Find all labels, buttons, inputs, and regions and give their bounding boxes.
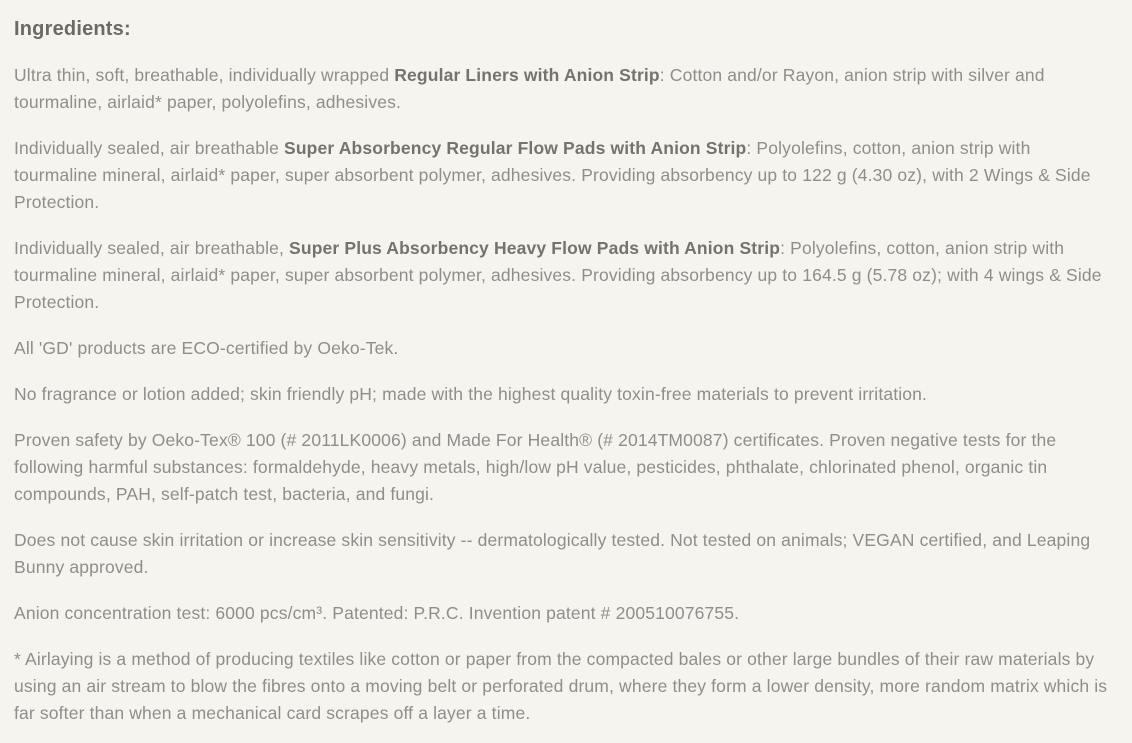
bold-product-name: Super Plus Absorbency Heavy Flow Pads with Anion Strip	[289, 238, 781, 258]
text-run: Individually sealed, air breathable	[14, 138, 285, 158]
bold-product-name: Super Absorbency Regular Flow Pads with Anion Strip	[284, 138, 747, 158]
section-title: Ingredients:	[14, 18, 131, 40]
text-run: Ultra thin, soft, breathable, individually wrapped	[14, 65, 395, 85]
paragraph-airlaying-footnote	[14, 646, 1118, 727]
paragraph-dermatologically-tested	[14, 527, 1118, 581]
paragraph-anion-concentration	[14, 600, 1118, 627]
paragraph-eco-certified	[14, 335, 1118, 362]
bold-product-name: Regular Liners with Anion Strip	[394, 65, 660, 85]
text-run: Proven safety by Oeko-Tex® 100 (# 2011LK0006) and Made For Health® (# 2014TM0087) certificates. Proven negative tests for the following harmful substances: formaldehyde, heavy metals, high/low pH value, pesticides, phthalate, chlorinated phenol, organic tin compounds, PAH, self-patch test, bacteria, and fungi.	[14, 430, 1057, 504]
paragraph-heavy-flow-pads	[14, 235, 1118, 316]
paragraph-proven-safety	[14, 427, 1118, 508]
text-run: All 'GD' products are ECO-certified by Oeko-Tek.	[14, 338, 399, 358]
paragraph-no-fragrance	[14, 381, 1118, 408]
text-run: * Airlaying is a method of producing textiles like cotton or paper from the compacted bales or other large bundles of their raw materials by using an air stream to blow the fibres onto a moving belt or perforated drum, where they form a lower density, more random matrix which is far softer than when a mechanical card scrapes off a layer a time.	[14, 649, 1108, 723]
paragraph-regular-liners	[14, 62, 1118, 116]
text-run: : Polyolefins, cotton, anion strip with tourmaline mineral, airlaid* paper, super absorbent polymer, adhesives. Providing absorbency up to 164.5 g (5.78 oz); with 4 wings & Side Protection.	[14, 238, 1102, 312]
text-run: Anion concentration test: 6000 pcs/cm³. Patented: P.R.C. Invention patent # 200510076755.	[14, 603, 740, 623]
text-run: : Polyolefins, cotton, anion strip with tourmaline mineral, airlaid* paper, super absorbent polymer, adhesives. Providing absorbency up to 122 g (4.30 oz), with 2 Wings & Side Protection.	[14, 138, 1091, 212]
paragraph-regular-flow-pads	[14, 135, 1118, 216]
text-run: : Cotton and/or Rayon, anion strip with silver and tourmaline, airlaid* paper, polyolefins, adhesives.	[14, 65, 1045, 112]
text-run: Individually sealed, air breathable,	[14, 238, 290, 258]
text-run: No fragrance or lotion added; skin friendly pH; made with the highest quality toxin-free materials to prevent irritation.	[14, 384, 928, 404]
text-run: Does not cause skin irritation or increase skin sensitivity -- dermatologically tested. Not tested on animals; VEGAN certified, and Leaping Bunny approved.	[14, 530, 1091, 577]
